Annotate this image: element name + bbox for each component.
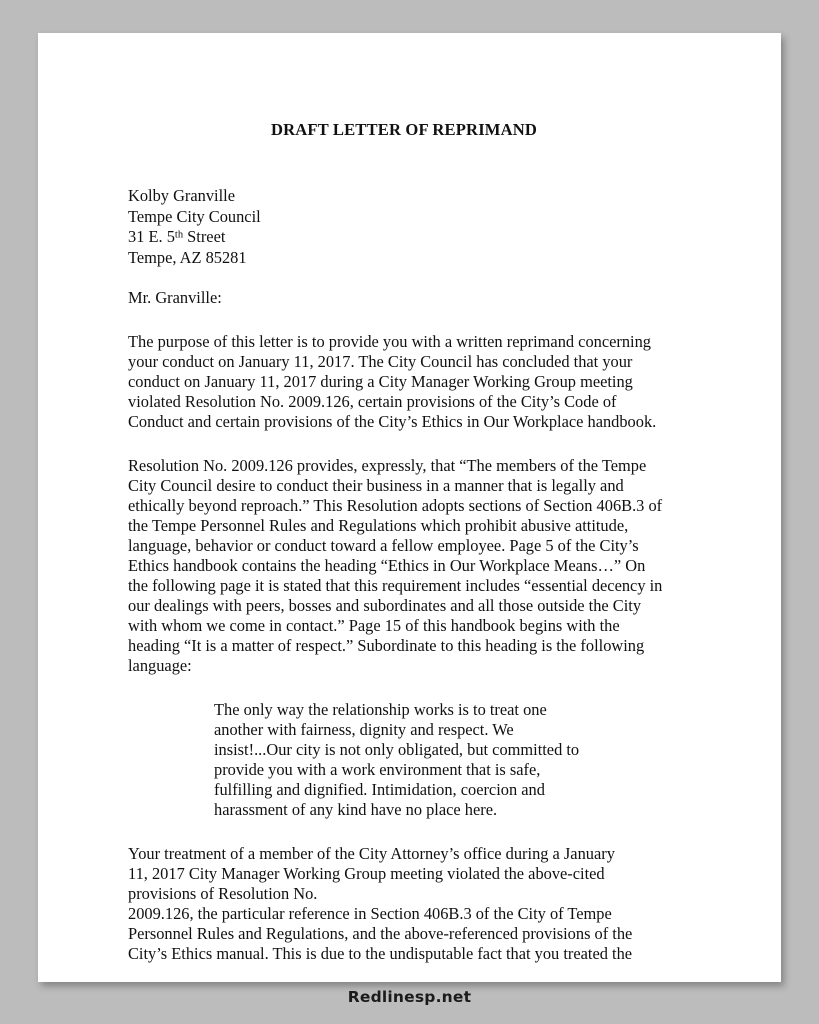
paragraph-line: City’s Ethics manual. This is due to the undisputable fact that you treated the bbox=[128, 944, 633, 963]
paragraph-line: provisions of Resolution No. bbox=[128, 884, 318, 903]
street-name: Street bbox=[183, 227, 226, 246]
street-ordinal-suffix: th bbox=[174, 229, 184, 241]
paragraph-line: Personnel Rules and Regulations, and the above-referenced provisions of the bbox=[128, 924, 633, 943]
paragraph-line: Resolution No. 2009.126 provides, expressly, that “The members of the Tempe bbox=[128, 456, 647, 475]
blockquote-line: insist!...Our city is not only obligated, but committed to bbox=[214, 740, 580, 759]
recipient-name: Kolby Granville bbox=[128, 186, 235, 205]
paragraph-line: the following page it is stated that this requirement includes “essential decency in bbox=[128, 576, 663, 595]
street-number: 31 E. 5 bbox=[128, 227, 175, 246]
letter-body bbox=[128, 120, 686, 964]
blockquote-line: another with fairness, dignity and respect. We bbox=[214, 720, 514, 739]
paragraph-line: language, behavior or conduct toward a fellow employee. Page 5 of the City’s bbox=[128, 536, 639, 555]
paragraph-line: Conduct and certain provisions of the City’s Ethics in Our Workplace handbook. bbox=[128, 412, 657, 431]
paragraph-line: violated Resolution No. 2009.126, certain provisions of the City’s Code of bbox=[128, 392, 617, 411]
paragraph-line: Ethics handbook contains the heading “Ethics in Our Workplace Means…” On bbox=[128, 556, 646, 575]
paragraph-resolution bbox=[128, 456, 686, 676]
paragraph-line: the Tempe Personnel Rules and Regulations which prohibit abusive attitude, bbox=[128, 516, 629, 535]
paragraph-line: The purpose of this letter is to provide you with a written reprimand concerning bbox=[128, 332, 651, 351]
paragraph-line: our dealings with peers, bosses and subordinates and all those outside the City bbox=[128, 596, 642, 615]
document-page bbox=[38, 33, 781, 982]
paragraph-line: 11, 2017 City Manager Working Group meeting violated the above-cited bbox=[128, 864, 605, 883]
paragraph-line: Your treatment of a member of the City Attorney’s office during a January bbox=[128, 844, 615, 863]
handbook-blockquote bbox=[214, 700, 606, 820]
paragraph-line: conduct on January 11, 2017 during a City Manager Working Group meeting bbox=[128, 372, 633, 391]
blockquote-line: provide you with a work environment that is safe, bbox=[214, 760, 541, 779]
watermark-label: Redlinesp.net bbox=[347, 988, 472, 1006]
recipient-address-block bbox=[128, 186, 686, 268]
paragraph-line: ethically beyond reproach.” This Resolution adopts sections of Section 406B.3 of bbox=[128, 496, 663, 515]
paragraph-purpose bbox=[128, 332, 686, 432]
salutation: Mr. Granville: bbox=[128, 288, 222, 307]
blockquote-line: harassment of any kind have no place here. bbox=[214, 800, 498, 819]
recipient-street bbox=[128, 227, 686, 248]
paragraph-treatment bbox=[128, 844, 686, 964]
paragraph-line: 2009.126, the particular reference in Section 406B.3 of the City of Tempe bbox=[128, 904, 612, 923]
recipient-city-state-zip: Tempe, AZ 85281 bbox=[128, 247, 247, 267]
recipient-organization: Tempe City Council bbox=[128, 206, 261, 226]
paragraph-line: heading “It is a matter of respect.” Subordinate to this heading is the following bbox=[128, 636, 645, 655]
page-title: DRAFT LETTER OF REPRIMAND bbox=[270, 120, 538, 139]
blockquote-line: The only way the relationship works is to treat one bbox=[214, 700, 547, 719]
blockquote-line: fulfilling and dignified. Intimidation, coercion and bbox=[214, 780, 545, 799]
paragraph-line: your conduct on January 11, 2017. The City Council has concluded that your bbox=[128, 352, 633, 371]
paragraph-line: City Council desire to conduct their business in a manner that is legally and bbox=[128, 476, 624, 495]
paragraph-line: language: bbox=[128, 656, 192, 675]
paragraph-line: with whom we come in contact.” Page 15 of this handbook begins with the bbox=[128, 616, 620, 635]
